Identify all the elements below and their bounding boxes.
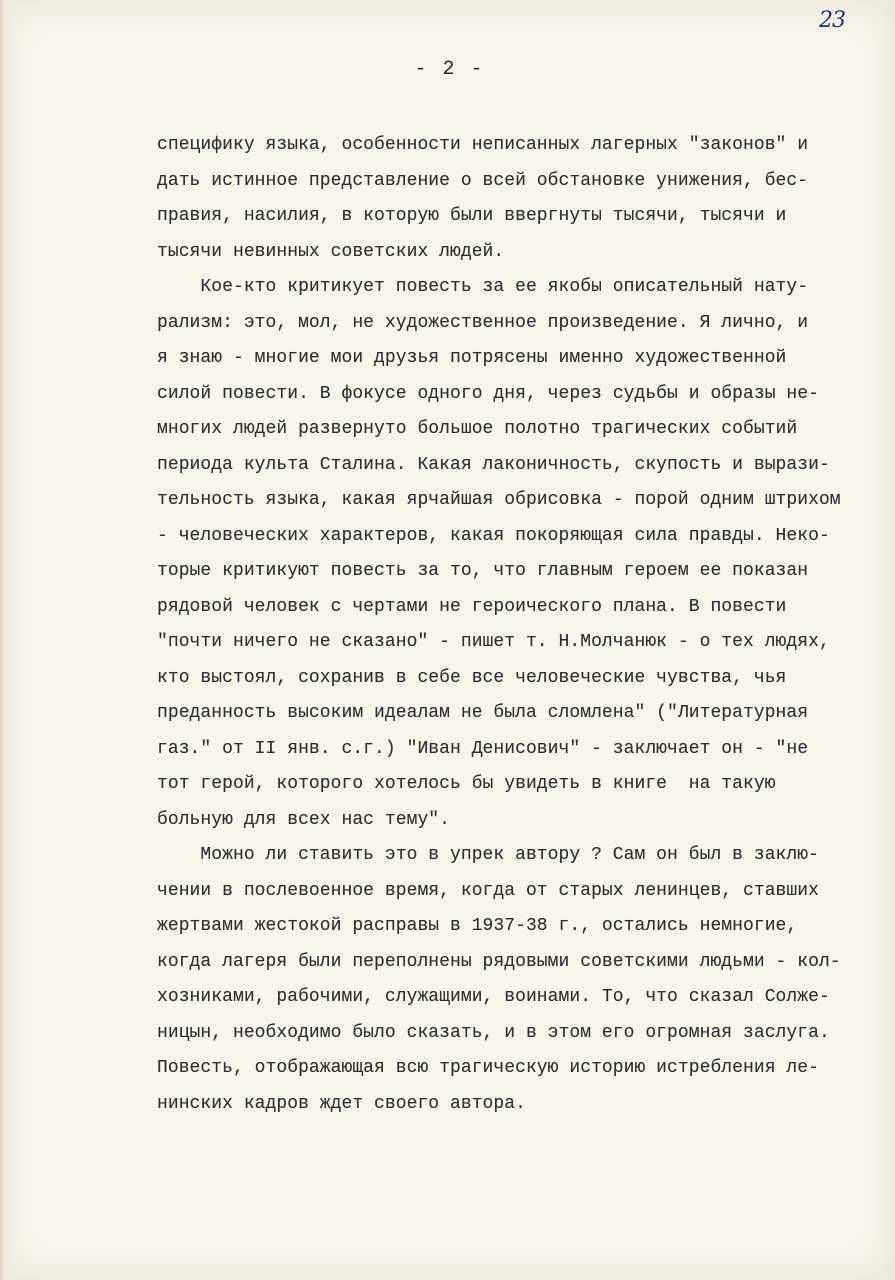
text-line: рядовой человек с чертами не героического плана. В повести bbox=[157, 596, 787, 617]
text-line: жертвами жестокой расправы в 1937-38 г., остались немногие, bbox=[157, 916, 798, 936]
text-line: больную для всех нас тему". bbox=[157, 809, 450, 830]
text-line: когда лагеря были переполнены рядовыми советскими людьми - кол- bbox=[157, 951, 841, 972]
text-line: силой повести. В фокусе одного дня, через судьбы и образы не- bbox=[157, 383, 819, 404]
text-line: хозниками, рабочими, служащими, воинами. То, что сказал Солже- bbox=[157, 987, 830, 1007]
text-line: правия, насилия, в которую были ввергнуты тысячи, тысячи и bbox=[157, 206, 787, 226]
archive-folio-number: 23 bbox=[819, 8, 845, 33]
text-line: тысячи невинных советских людей. bbox=[157, 241, 505, 262]
text-line: я знаю - многие мои друзья потрясены именно художественной bbox=[157, 348, 787, 368]
text-line: газ." от II янв. с.г.) "Иван Денисович" - заключает он - "не bbox=[157, 738, 809, 759]
text-line: тот герой, которого хотелось бы увидеть в книге на такую bbox=[157, 774, 776, 794]
text-line: дать истинное представление о всей обстановке унижения, бес- bbox=[157, 170, 809, 191]
text-line: Можно ли ставить это в упрек автору ? Сам он был в заклю- bbox=[157, 845, 819, 865]
text-line: периода культа Сталина. Какая лаконичность, скупость и вырази- bbox=[157, 454, 830, 475]
text-line: торые критикуют повесть за то, что главным героем ее показан bbox=[157, 561, 809, 581]
text-line: многих людей развернуто большое полотно трагических событий bbox=[157, 419, 798, 439]
text-line: тельность языка, какая ярчайшая обрисовка - порой одним штрихом bbox=[157, 490, 841, 510]
text-line: нинских кадров ждет своего автора. bbox=[157, 1093, 526, 1114]
text-line: чении в послевоенное время, когда от старых ленинцев, ставших bbox=[157, 880, 819, 901]
text-line: "почти ничего не сказано" - пишет т. Н.Молчанюк - о тех людях, bbox=[157, 632, 830, 652]
text-line: кто выстоял, сохранив в себе все человеческие чувства, чья bbox=[157, 667, 787, 688]
text-line: Повесть, отображающая всю трагическую историю истребления ле- bbox=[157, 1058, 819, 1078]
text-line: преданность высоким идеалам не была сломлена" ("Литературная bbox=[157, 703, 809, 723]
text-line: Кое-кто критикует повесть за ее якобы описательный нату- bbox=[157, 277, 809, 297]
text-line: рализм: это, мол, не художественное произведение. Я лично, и bbox=[157, 312, 809, 333]
page-number: - 2 - bbox=[414, 58, 485, 81]
text-line: специфику языка, особенности неписанных лагерных "законов" и bbox=[157, 135, 809, 155]
text-line: - человеческих характеров, какая покоряющая сила правды. Неко- bbox=[157, 525, 830, 546]
text-line: ницын, необходимо было сказать, и в этом его огромная заслуга. bbox=[157, 1022, 830, 1043]
page-edge-shadow bbox=[0, 0, 7, 1280]
typed-text-body bbox=[157, 128, 847, 1122]
